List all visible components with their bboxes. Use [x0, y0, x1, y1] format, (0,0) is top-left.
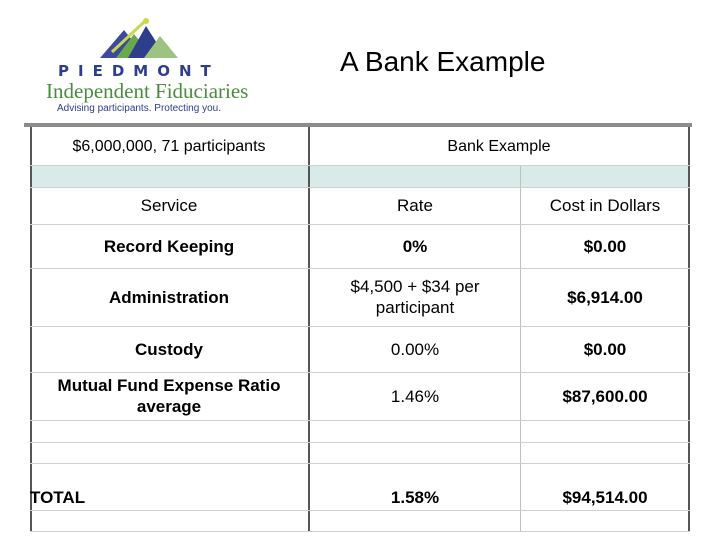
column-header-rate: Rate	[397, 196, 433, 215]
cost-mutual-fund: $87,600.00	[562, 386, 648, 406]
rate-record-keeping: 0%	[402, 236, 428, 256]
service-administration: Administration	[109, 287, 229, 307]
mountain-logo-icon	[98, 18, 182, 62]
cost-administration: $6,914.00	[567, 287, 643, 307]
service-record-keeping: Record Keeping	[103, 236, 235, 256]
cost-table	[30, 127, 690, 532]
company-logo	[40, 18, 249, 114]
total-label: TOTAL	[30, 487, 86, 507]
logo-script-text: Independent Fiduciaries	[46, 79, 249, 103]
row-rule	[30, 420, 690, 421]
rate-custody: 0.00%	[390, 339, 440, 359]
slide-title: A Bank Example	[340, 46, 546, 77]
column-header-cost: Cost in Dollars	[549, 196, 661, 215]
header-plan-size: $6,000,000, 71 participants	[72, 137, 266, 155]
cost-record-keeping: $0.00	[583, 236, 627, 256]
row-rule	[30, 442, 690, 443]
logo-wordmark: PIEDMONT	[58, 62, 220, 80]
column-header-service: Service	[140, 196, 198, 215]
total-rate: 1.58%	[390, 487, 440, 507]
row-rule	[30, 531, 690, 532]
service-custody: Custody	[135, 339, 203, 359]
row-rule	[30, 165, 690, 166]
total-cost: $94,514.00	[562, 487, 648, 507]
logo-tagline: Advising participants. Protecting you.	[57, 103, 221, 114]
header-band	[30, 165, 690, 187]
column-divider	[520, 165, 521, 532]
service-mutual-fund: Mutual Fund Expense Ratio average	[57, 376, 281, 416]
cost-custody: $0.00	[583, 339, 627, 359]
rate-mutual-fund: 1.46%	[390, 386, 440, 406]
header-bank-example: Bank Example	[447, 137, 551, 155]
rate-administration: $4,500 + $34 per participant	[350, 277, 480, 317]
row-rule	[30, 463, 690, 464]
